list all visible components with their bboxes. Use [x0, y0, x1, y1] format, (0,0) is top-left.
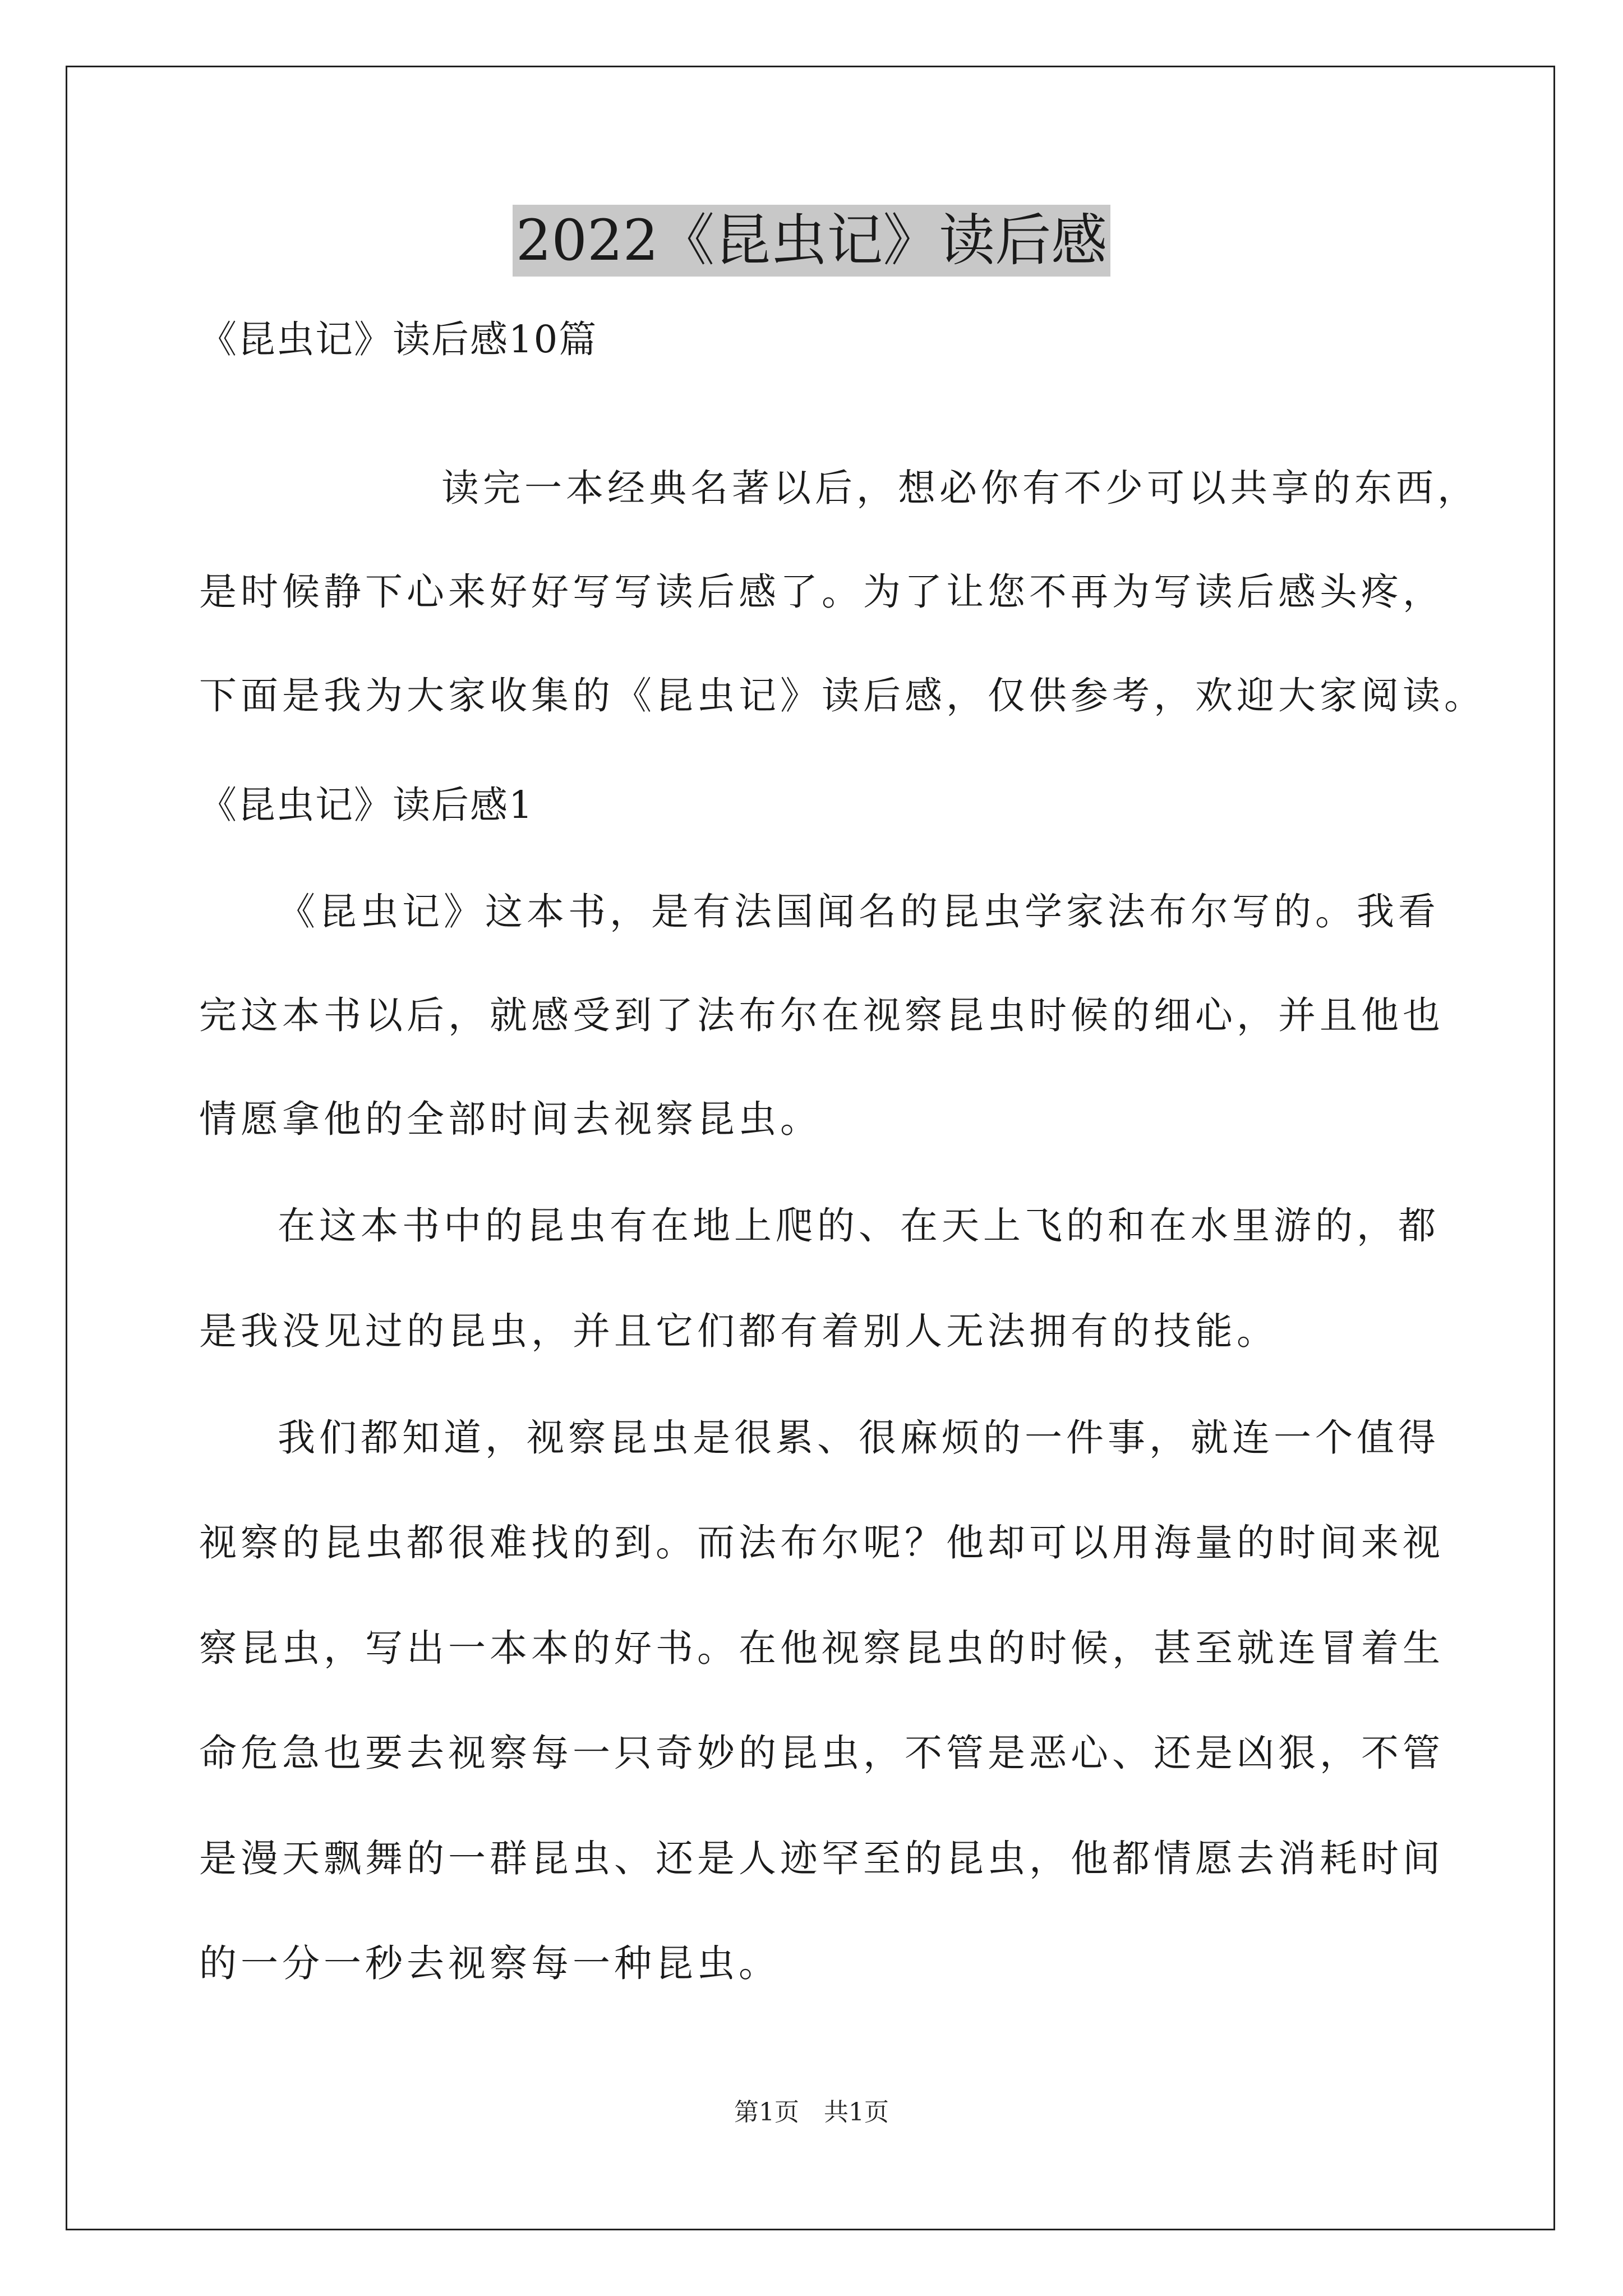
paragraph-line: 命危急也要去视察每一只奇妙的昆虫，不管是恶心、还是凶狠，不管	[199, 1731, 1444, 1775]
page-border	[66, 66, 1555, 2230]
paragraph-line: 的一分一秒去视察每一种昆虫。	[199, 1941, 780, 1985]
paragraph-line: 是我没见过的昆虫，并且它们都有着别人无法拥有的技能。	[199, 1309, 1278, 1353]
page-number-footer: 第1页 共1页	[734, 2098, 889, 2127]
subtitle: 《昆虫记》读后感10篇	[199, 318, 598, 361]
paragraph-line: 察昆虫，写出一本本的好书。在他视察昆虫的时候，甚至就连冒着生	[199, 1626, 1444, 1670]
document-title: 2022《昆虫记》读后感	[513, 205, 1111, 277]
intro-line: 下面是我为大家收集的《昆虫记》读后感，仅供参考，欢迎大家阅读。	[199, 674, 1486, 717]
paragraph-line: 完这本书以后，就感受到了法布尔在视察昆虫时候的细心，并且他也	[199, 993, 1444, 1037]
paragraph-line: 情愿拿他的全部时间去视察昆虫。	[199, 1097, 822, 1141]
paragraph-line: 《昆虫记》这本书，是有法国闻名的昆虫学家法布尔写的。我看	[278, 890, 1440, 933]
section-heading: 《昆虫记》读后感1	[199, 783, 534, 827]
paragraph-line: 在这本书中的昆虫有在地上爬的、在天上飞的和在水里游的，都	[278, 1204, 1440, 1248]
paragraph-line: 是漫天飘舞的一群昆虫、还是人迹罕至的昆虫，他都情愿去消耗时间	[199, 1837, 1444, 1880]
paragraph-line: 我们都知道，视察昆虫是很累、很麻烦的一件事，就连一个值得	[278, 1416, 1440, 1460]
intro-line: 是时候静下心来好好写写读后感了。为了让您不再为写读后感头疼，	[199, 570, 1444, 614]
paragraph-line: 视察的昆虫都很难找的到。而法布尔呢？他却可以用海量的时间来视	[199, 1521, 1444, 1565]
title-container	[0, 205, 1623, 277]
intro-line: 读完一本经典名著以后，想必你有不少可以共享的东西，	[441, 466, 1479, 510]
